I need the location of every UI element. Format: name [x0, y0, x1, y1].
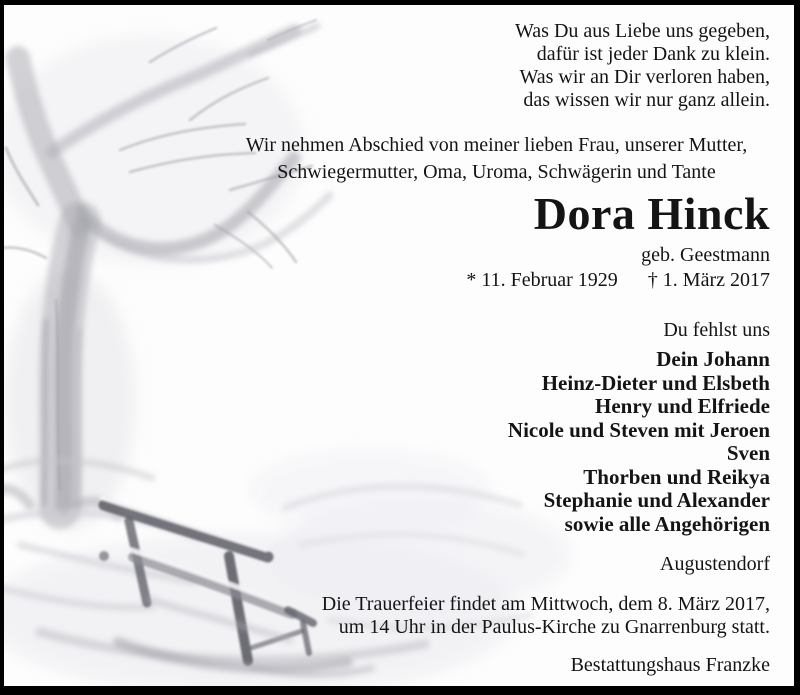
- farewell-intro: [204, 132, 789, 186]
- intro-line: Schwiegermutter, Oma, Uroma, Schwägerin und Tante: [277, 161, 716, 183]
- mourner-name: Dein Johann: [656, 347, 770, 371]
- opening-verse: [515, 20, 770, 112]
- mourner-name: Thorben und Reikya: [583, 464, 770, 489]
- mourner-name: Nicole und Steven mit Jeroen: [507, 417, 770, 442]
- service-line: um 14 Uhr in der Paulus-Kirche zu Gnarrenburg statt.: [338, 616, 770, 638]
- service-line: Die Trauerfeier findet am Mittwoch, dem 8. März 2017,: [321, 593, 770, 615]
- place-name: Augustendorf: [660, 553, 770, 575]
- mourner-name: sowie alle Angehörigen: [564, 511, 770, 536]
- maiden-name: geb. Geestmann: [641, 244, 770, 266]
- mourner-name: Sven: [726, 441, 770, 465]
- verse-line: Was Du aus Liebe uns gegeben,: [515, 20, 770, 42]
- verse-line: das wissen wir nur ganz allein.: [523, 89, 770, 111]
- mourner-name: Stephanie und Alexander: [543, 488, 770, 512]
- deceased-name: Dora Hinck: [533, 188, 770, 239]
- farewell-text: Du fehlst uns: [663, 319, 770, 341]
- life-dates: [466, 269, 770, 292]
- verse-line: dafür ist jeder Dank zu klein.: [536, 43, 770, 65]
- mourner-name: Heinz-Dieter und Elsbeth: [541, 370, 770, 395]
- funeral-home-name: Bestattungshaus Franzke: [570, 654, 770, 676]
- service-info: [322, 593, 770, 639]
- verse-line: Was wir an Dir verloren haben,: [519, 66, 770, 88]
- intro-line: Wir nehmen Abschied von meiner lieben Frau, unserer Mutter,: [245, 134, 748, 156]
- death-date: † 1. März 2017: [647, 269, 770, 291]
- birth-date: * 11. Februar 1929: [466, 269, 618, 291]
- mourner-name: Henry und Elfriede: [594, 394, 770, 418]
- mourners-list: [508, 348, 770, 536]
